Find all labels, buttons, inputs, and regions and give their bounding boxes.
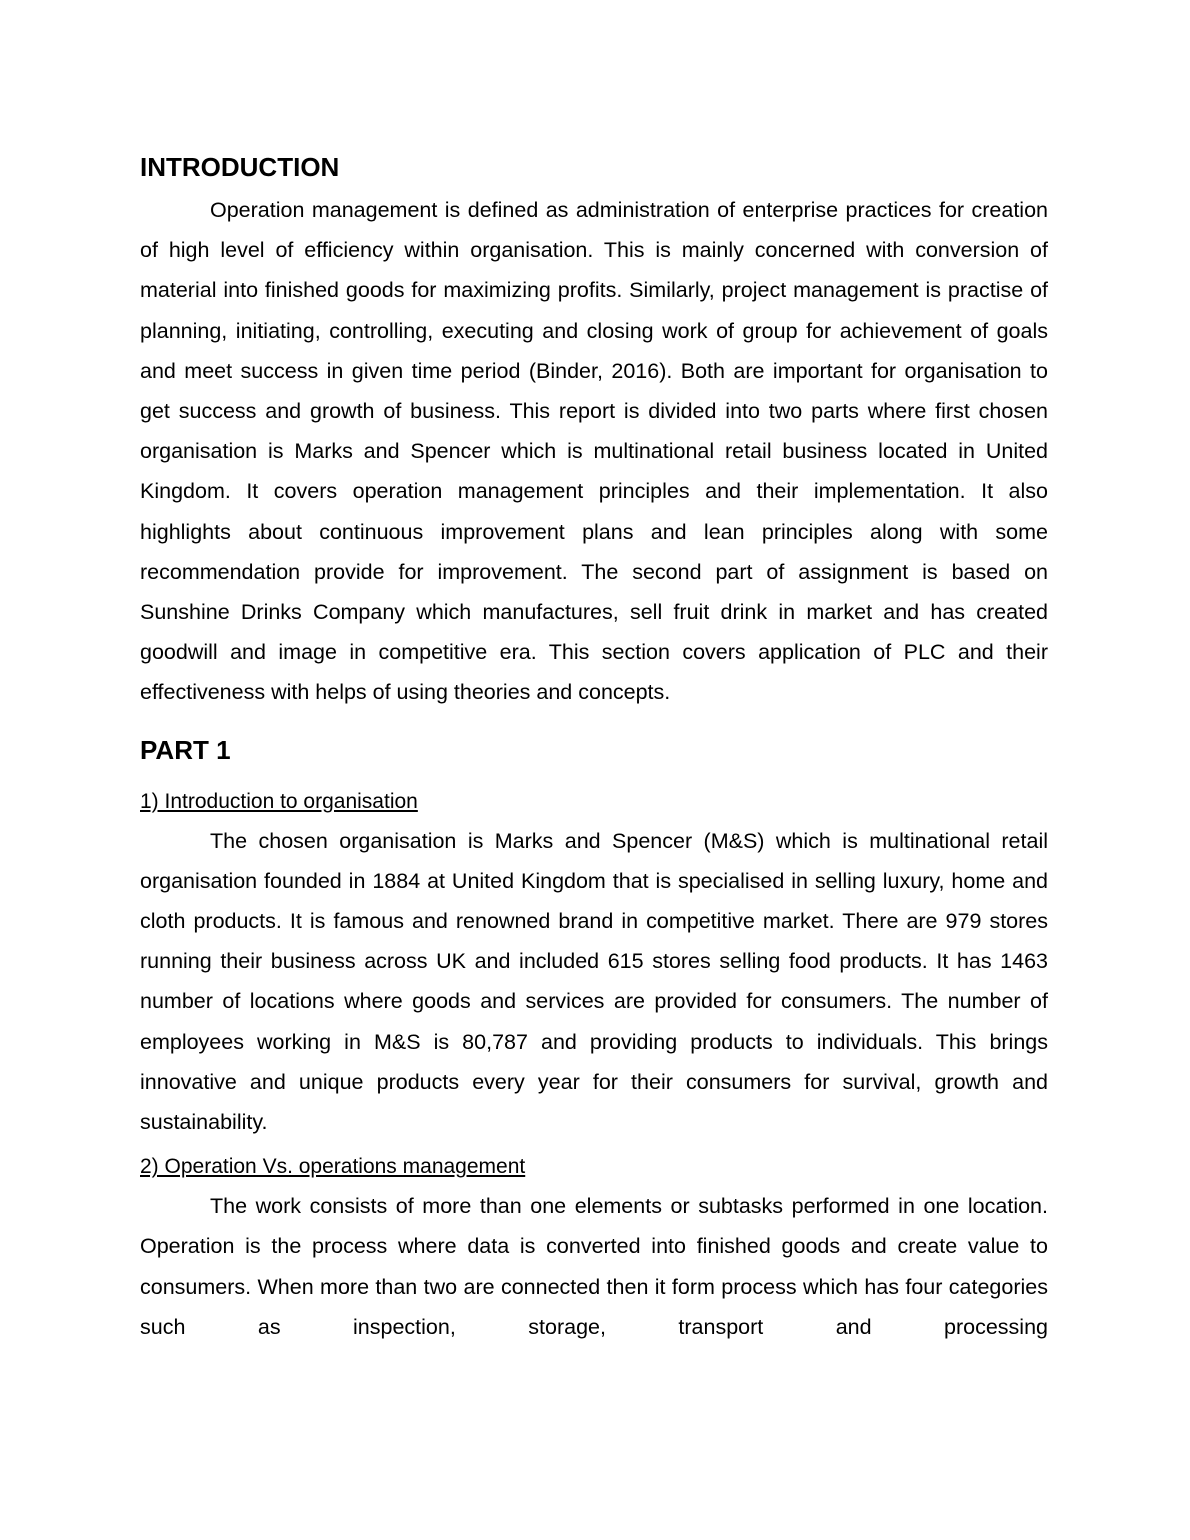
introduction-paragraph: Operation management is defined as administration of enterprise practices for creation of high level of efficiency within organisation. This is mainly concerned with conversion of material into finished goods for maximizing profits. Similarly, project management is practise of planning, initiating, controlling, executing and closing work of group for achievement of goals and meet success in given time period (Binder, 2016). Both are important for organisation to get success and growth of business. This report is divided into two parts where first chosen organisation is Marks and Spencer which is multinational retail business located in United Kingdom. It covers operation management principles and their implementation. It also highlights about continuous improvement plans and lean principles along with some recommendation provide for improvement. The second part of assignment is based on Sunshine Drinks Company which manufactures, sell fruit drink in market and has created goodwill and image in competitive era. This section covers application of PLC and their effectiveness with helps of using theories and concepts. xyxy=(140,198,1048,705)
section1-paragraph: The chosen organisation is Marks and Spencer (M&S) which is multinational retail organisation founded in 1884 at United Kingdom that is specialised in selling luxury, home and cloth products. It is famous and renowned brand in competitive market. There are 979 stores running their business across UK and included 615 stores selling food products. It has 1463 number of locations where goods and services are provided for consumers. The number of employees working in M&S is 80,787 and providing products to individuals. This brings innovative and unique products every year for their consumers for survival, growth and sustainability. xyxy=(140,828,1048,1135)
section2-title: 2) Operation Vs. operations management xyxy=(140,1155,526,1179)
section1-title: 1) Introduction to organisation xyxy=(140,789,418,813)
part1-heading: PART 1 xyxy=(140,734,231,765)
section2-paragraph: The work consists of more than one elements or subtasks performed in one location. Operation is the process where data is converted into finished goods and create value to consumers. When more than two are connected then it form process which has four categories such as inspection, storage, transport and processing xyxy=(140,1194,1048,1339)
introduction-heading: INTRODUCTION xyxy=(140,152,340,182)
document-page xyxy=(140,150,1048,1347)
